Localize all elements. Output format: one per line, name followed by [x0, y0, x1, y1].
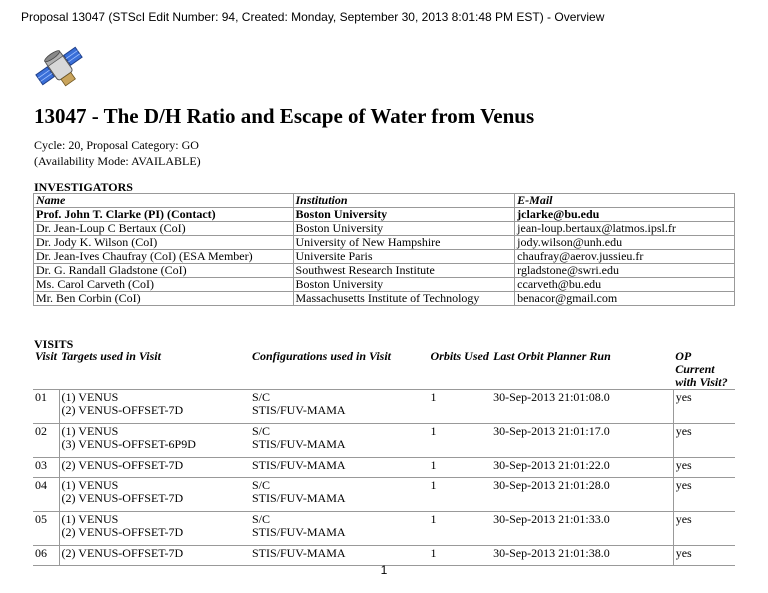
target-1: (1) VENUS [61, 424, 119, 438]
column-header-configurations: Configurations used in Visit [251, 349, 392, 363]
visits-header-row [33, 350, 735, 390]
visit-orbits: 1 [429, 390, 492, 424]
visit-op-current: yes [673, 390, 735, 424]
target-2: (3) VENUS-OFFSET-6P9D [61, 437, 196, 451]
visit-orbits: 1 [429, 458, 492, 478]
table-row [34, 250, 735, 264]
investigator-email: chaufray@aerov.jussieu.fr [515, 250, 735, 264]
visit-orbits: 1 [429, 424, 492, 458]
investigator-email: benacor@gmail.com [515, 292, 735, 306]
investigator-email: ccarveth@bu.edu [515, 278, 735, 292]
visit-configurations [250, 478, 429, 512]
visit-targets: (2) VENUS-OFFSET-7D [59, 546, 250, 566]
page-number: 1 [380, 563, 388, 577]
visit-number: 02 [33, 424, 59, 458]
investigator-name: Dr. Jody K. Wilson (CoI) [34, 236, 294, 250]
visit-orbits: 1 [429, 546, 492, 566]
investigator-email: jclarke@bu.edu [515, 208, 735, 222]
investigators-header-row [34, 194, 735, 208]
investigator-email: jean-loup.bertaux@latmos.ipsl.fr [515, 222, 735, 236]
column-header-name: Name [34, 194, 294, 208]
investigator-name: Ms. Carol Carveth (CoI) [34, 278, 294, 292]
availability-mode: (Availability Mode: AVAILABLE) [34, 154, 201, 168]
investigator-email: jody.wilson@unh.edu [515, 236, 735, 250]
config-2: STIS/FUV-MAMA [251, 403, 346, 417]
table-row [34, 208, 735, 222]
config-1: S/C [251, 478, 270, 492]
visit-configurations [250, 390, 429, 424]
table-row [33, 390, 735, 424]
visit-number: 01 [33, 390, 59, 424]
visit-configurations [250, 512, 429, 546]
target-2: (2) VENUS-OFFSET-7D [61, 403, 184, 417]
investigator-institution: Boston University [293, 222, 515, 236]
investigators-section-label: INVESTIGATORS [34, 180, 133, 194]
visit-last-run: 30-Sep-2013 21:01:28.0 [491, 478, 673, 512]
table-row [34, 278, 735, 292]
column-header-targets: Targets used in Visit [61, 349, 161, 363]
config-1: S/C [251, 512, 270, 526]
column-header-orbits: Orbits Used [430, 349, 489, 363]
table-row [33, 458, 735, 478]
column-header-institution: Institution [293, 194, 515, 208]
visit-last-run: 30-Sep-2013 21:01:08.0 [491, 390, 673, 424]
investigator-institution: Massachusetts Institute of Technology [293, 292, 515, 306]
column-header-op-current [673, 350, 735, 390]
table-row [33, 512, 735, 546]
visit-op-current: yes [673, 546, 735, 566]
column-header-email: E-Mail [515, 194, 735, 208]
config-1: S/C [251, 424, 270, 438]
investigator-name: Dr. G. Randall Gladstone (CoI) [34, 264, 294, 278]
visit-last-run: 30-Sep-2013 21:01:38.0 [491, 546, 673, 566]
investigator-email: rgladstone@swri.edu [515, 264, 735, 278]
visit-number: 03 [33, 458, 59, 478]
column-header-visit: Visit [35, 349, 58, 363]
investigator-name: Mr. Ben Corbin (CoI) [34, 292, 294, 306]
table-row [33, 478, 735, 512]
investigator-name: Dr. Jean-Ives Chaufray (CoI) (ESA Member) [34, 250, 294, 264]
config-2: STIS/FUV-MAMA [251, 437, 346, 451]
op-current-line-1: OP Current [675, 349, 715, 376]
target-2: (2) VENUS-OFFSET-7D [61, 525, 184, 539]
visit-number: 04 [33, 478, 59, 512]
visit-configurations [250, 424, 429, 458]
table-row [33, 424, 735, 458]
target-1: (1) VENUS [61, 512, 119, 526]
visit-targets [59, 512, 250, 546]
visit-last-run: 30-Sep-2013 21:01:33.0 [491, 512, 673, 546]
hubble-telescope-logo-icon [33, 40, 85, 92]
visit-op-current: yes [673, 478, 735, 512]
cycle-category: Cycle: 20, Proposal Category: GO [34, 138, 199, 152]
investigator-name: Dr. Jean-Loup C Bertaux (CoI) [34, 222, 294, 236]
target-2: (2) VENUS-OFFSET-7D [61, 491, 184, 505]
investigator-institution: Universite Paris [293, 250, 515, 264]
investigator-name: Prof. John T. Clarke (PI) (Contact) [34, 208, 294, 222]
visit-op-current: yes [673, 424, 735, 458]
table-row [34, 292, 735, 306]
column-header-last-run: Last Orbit Planner Run [493, 349, 611, 363]
visit-targets [59, 478, 250, 512]
investigator-institution: Boston University [293, 208, 515, 222]
table-row [34, 236, 735, 250]
config-1: S/C [251, 390, 270, 404]
visit-targets [59, 390, 250, 424]
visit-configurations: STIS/FUV-MAMA [250, 458, 429, 478]
target-1: (1) VENUS [61, 390, 119, 404]
visit-orbits: 1 [429, 512, 492, 546]
visits-section-label: VISITS [34, 337, 74, 351]
visits-table [33, 350, 735, 566]
visit-number: 06 [33, 546, 59, 566]
op-current-line-2: with Visit? [675, 375, 728, 389]
visit-op-current: yes [673, 512, 735, 546]
page-header: Proposal 13047 (STScI Edit Number: 94, Created: Monday, September 30, 2013 8:01:48 PM EST) - Overview [21, 10, 605, 24]
visit-last-run: 30-Sep-2013 21:01:22.0 [491, 458, 673, 478]
visit-op-current: yes [673, 458, 735, 478]
investigator-institution: Southwest Research Institute [293, 264, 515, 278]
visit-last-run: 30-Sep-2013 21:01:17.0 [491, 424, 673, 458]
investigator-institution: University of New Hampshire [293, 236, 515, 250]
proposal-title: 13047 - The D/H Ratio and Escape of Water from Venus [34, 104, 535, 128]
visit-orbits: 1 [429, 478, 492, 512]
table-row [34, 222, 735, 236]
table-row [34, 264, 735, 278]
config-2: STIS/FUV-MAMA [251, 491, 346, 505]
config-2: STIS/FUV-MAMA [251, 525, 346, 539]
visit-configurations: STIS/FUV-MAMA [250, 546, 429, 566]
investigator-institution: Boston University [293, 278, 515, 292]
visit-targets [59, 424, 250, 458]
target-1: (1) VENUS [61, 478, 119, 492]
investigators-table [33, 193, 735, 306]
visit-number: 05 [33, 512, 59, 546]
visit-targets: (2) VENUS-OFFSET-7D [59, 458, 250, 478]
